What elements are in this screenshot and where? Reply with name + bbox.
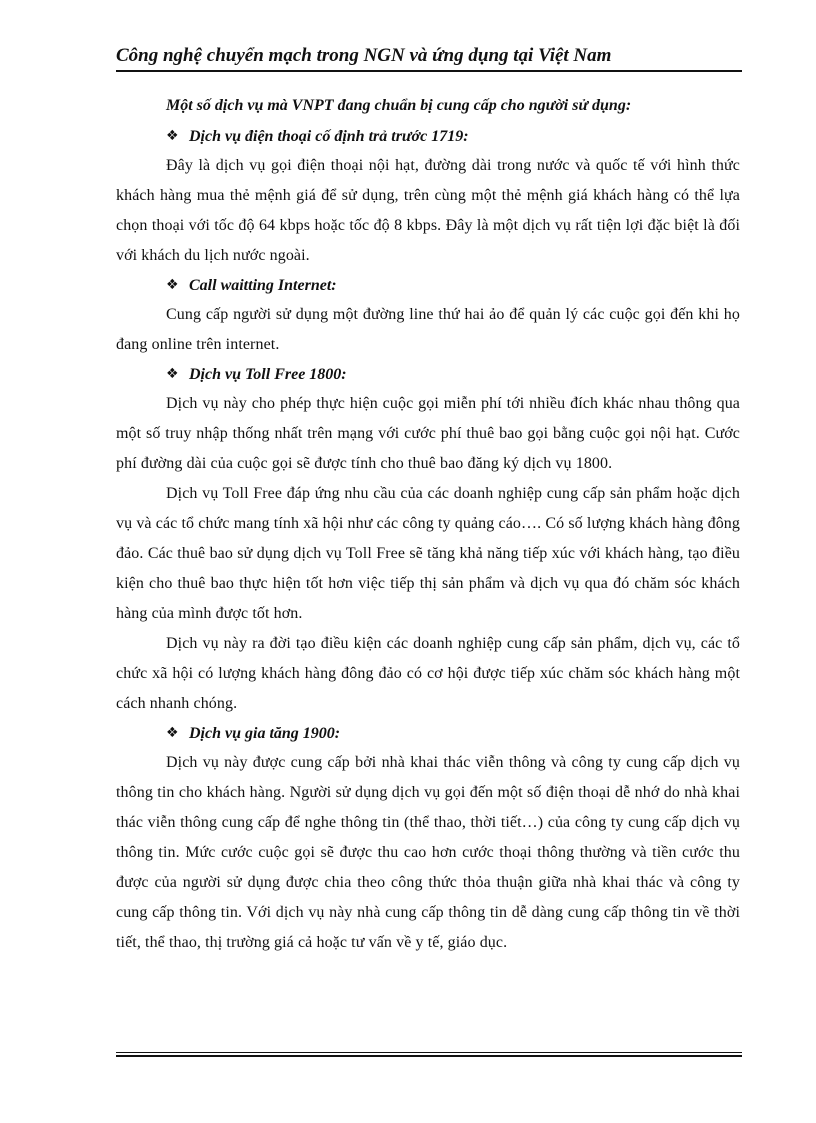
section-heading-label: Dịch vụ Toll Free 1800: — [189, 366, 347, 383]
diamond-bullet-icon: ❖ — [166, 725, 179, 741]
section-heading-call-waiting — [116, 271, 740, 300]
section-heading-label: Dịch vụ gia tăng 1900: — [189, 725, 341, 742]
footer-rule-thick — [116, 1055, 742, 1057]
page-header — [116, 44, 742, 72]
section-heading-toll-free — [116, 360, 740, 389]
section-heading-label: Call waitting Internet: — [189, 277, 337, 294]
diamond-bullet-icon: ❖ — [166, 366, 179, 382]
paragraph: Dịch vụ này được cung cấp bởi nhà khai thác viễn thông và công ty cung cấp dịch vụ thông tin cho khách hàng. Người sử dụng dịch vụ gọi đến một số điện thoại dễ nhớ do nhà khai thác viễn thông cung cấp để nghe thông tin (thể thao, thời tiết…) của công ty cung cấp dịch vụ thông tin. Mức cước cuộc gọi sẽ được thu cao hơn cước thoại thông thường và tiền cước thu được của người sử dụng được chia theo công thức thỏa thuận giữa nhà khai thác và công ty cung cấp thông tin. Với dịch vụ này nhà cung cấp thông tin dễ dàng cung cấp thông tin về thời tiết, thể thao, thị trường giá cả hoặc tư vấn về y tế, giáo dục. — [116, 754, 740, 951]
section-heading-label: Dịch vụ điện thoại cố định trả trước 1719: — [189, 128, 469, 145]
intro-heading: Một số dịch vụ mà VNPT đang chuẩn bị cung cấp cho người sử dụng: — [166, 97, 632, 114]
paragraph: Đây là dịch vụ gọi điện thoại nội hạt, đường dài trong nước và quốc tế với hình thức khách hàng mua thẻ mệnh giá để sử dụng, trên cùng một thẻ mệnh giá khách hàng có thể lựa chọn thoại với tốc độ 64 kbps hoặc tốc độ 8 kbps. Đây là một dịch vụ rất tiện lợi đặc biệt là đối với khách du lịch nước ngoài. — [116, 157, 740, 264]
section-heading-1719 — [116, 122, 740, 151]
section-heading-1900 — [116, 719, 740, 748]
footer-rule-thin — [116, 1052, 742, 1053]
paragraph: Dịch vụ Toll Free đáp ứng nhu cầu của các doanh nghiệp cung cấp sản phẩm hoặc dịch vụ và các tổ chức mang tính xã hội như các công ty quảng cáo…. Có số lượng khách hàng đông đảo. Các thuê bao sử dụng dịch vụ Toll Free sẽ tăng khả năng tiếp xúc với khách hàng, tạo điều kiện cho thuê bao thực hiện tốt hơn việc tiếp thị sản phẩm và dịch vụ qua đó chăm sóc khách hàng của mình được tốt hơn. — [116, 485, 740, 622]
paragraph: Cung cấp người sử dụng một đường line thứ hai ảo để quản lý các cuộc gọi đến khi họ đang online trên internet. — [116, 306, 740, 353]
footer-rule — [116, 1052, 742, 1057]
paragraph: Dịch vụ này cho phép thực hiện cuộc gọi miễn phí tới nhiều đích khác nhau thông qua một số truy nhập thống nhất trên mạng với cước phí thuê bao gọi bằng cuộc gọi nội hạt. Cước phí đường dài của cuộc gọi sẽ được tính cho thuê bao đăng ký dịch vụ 1800. — [116, 395, 740, 472]
header-rule — [116, 70, 742, 72]
header-title: Công nghệ chuyển mạch trong NGN và ứng dụng tại Việt Nam — [116, 45, 612, 66]
paragraph: Dịch vụ này ra đời tạo điều kiện các doanh nghiệp cung cấp sản phẩm, dịch vụ, các tổ chức xã hội có lượng khách hàng đông đảo có cơ hội được tiếp xúc chăm sóc khách hàng một cách nhanh chóng. — [116, 635, 740, 712]
diamond-bullet-icon: ❖ — [166, 128, 179, 144]
document-body — [116, 92, 740, 958]
diamond-bullet-icon: ❖ — [166, 277, 179, 293]
